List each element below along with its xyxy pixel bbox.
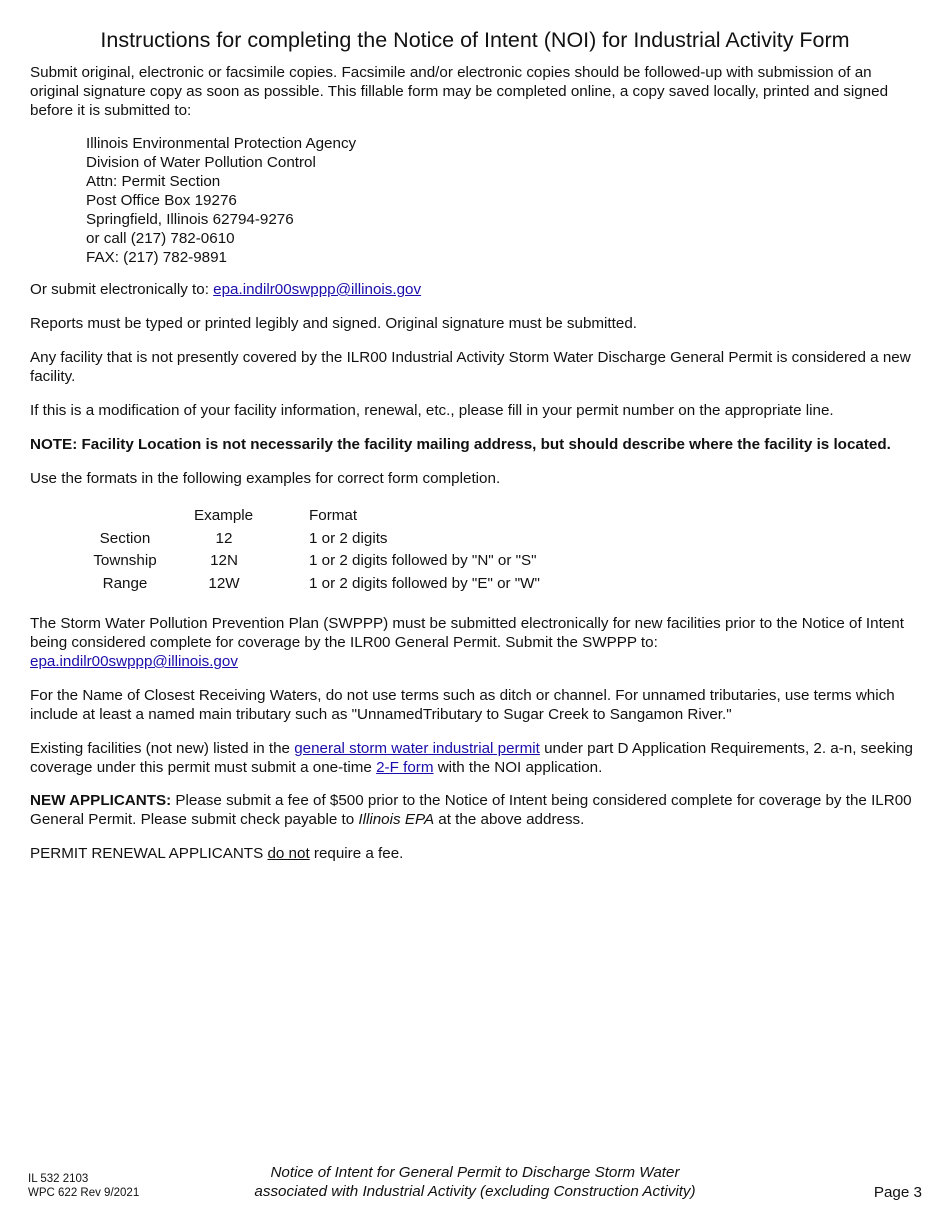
existing-facilities-paragraph [30, 739, 922, 777]
page-title: Instructions for completing the Notice of Intent (NOI) for Industrial Activity Form [100, 28, 850, 52]
formats-intro: Use the formats in the following examples for correct form completion. [30, 470, 501, 487]
swppp-paragraph [30, 614, 922, 671]
electronic-prefix: Or submit electronically to: [30, 281, 214, 298]
new-applicants-suffix: at the above address. [434, 811, 585, 828]
existing-text: under part D Application Requirements, 2. a-n, seeking coverage under this permit must submit a one-time [30, 740, 914, 776]
footer-title-line: associated with Industrial Activity (excluding Construction Activity) [254, 1183, 696, 1200]
table-row-example: 12 [215, 530, 233, 547]
existing-text: Existing facilities (not new) listed in the [30, 740, 295, 757]
swppp-email-link[interactable]: epa.indilr00swppp@illinois.gov [30, 653, 238, 670]
receiving-waters-paragraph: For the Name of Closest Receiving Waters, do not use terms such as ditch or channel. For unnamed tributaries, use terms which include at least a named main tributary such as "UnnamedTributary to Sugar Creek to Sangamon River." [30, 687, 895, 723]
new-applicants-paragraph [30, 791, 922, 829]
note-paragraph: NOTE: Facility Location is not necessarily the facility mailing address, but should describe where the facility is located. [30, 436, 891, 453]
table-row-label: Range [102, 575, 148, 592]
table-row-format: 1 or 2 digits followed by "E" or "W" [309, 575, 540, 592]
payee: Illinois EPA [358, 811, 435, 828]
form-revision: WPC 622 Rev 9/2021 [28, 1187, 140, 1199]
renewal-paragraph [30, 844, 922, 863]
table-row-label: Section [99, 530, 151, 547]
table-row-example: 12W [208, 575, 240, 592]
footer-form-title [200, 1163, 750, 1201]
address-line: or call (217) 782-0610 [86, 230, 235, 247]
electronic-submission [30, 280, 922, 299]
renewal-emphasis: do not [267, 845, 310, 862]
renewal-prefix: PERMIT RENEWAL APPLICANTS [30, 845, 268, 862]
form-number: IL 532 2103 [28, 1173, 89, 1185]
mailing-address [86, 134, 356, 267]
industrial-permit-link[interactable]: general storm water industrial permit [294, 740, 540, 757]
intro-paragraph: Submit original, electronic or facsimile copies. Facsimile and/or electronic copies should be followed-up with submission of an original signature copy as soon as possible. This fillable form may be completed online, a copy saved locally, printed and signed before it is submitted to: [30, 64, 889, 119]
renewal-suffix: require a fee. [309, 845, 404, 862]
reports-paragraph: Reports must be typed or printed legibly and signed. Original signature must be submitted. [30, 315, 637, 332]
address-line: Springfield, Illinois 62794-9276 [86, 211, 294, 228]
address-line: Attn: Permit Section [86, 173, 221, 190]
table-header-example: Example [194, 507, 254, 524]
table-row-format: 1 or 2 digits followed by "N" or "S" [309, 552, 537, 569]
footer-title-line: Notice of Intent for General Permit to Discharge Storm Water [270, 1164, 680, 1181]
modification-paragraph: If this is a modification of your facility information, renewal, etc., please fill in your permit number on the appropriate line. [30, 402, 834, 419]
table-header-format: Format [309, 507, 358, 524]
new-applicants-text: Please submit a fee of $500 prior to the Notice of Intent being considered complete for coverage by the ILR00 General Permit. Please submit check payable to [30, 792, 912, 828]
email-link[interactable]: epa.indilr00swppp@illinois.gov [213, 281, 422, 298]
swppp-text: The Storm Water Pollution Prevention Plan (SWPPP) must be submitted electronically for new facilities prior to the Notice of Intent being considered complete for coverage by the ILR00 General Permit. Submit the SWPPP to: [30, 615, 904, 651]
address-line: FAX: (217) 782-9891 [86, 249, 227, 266]
new-applicants-label: NEW APPLICANTS: [30, 792, 172, 809]
existing-text: with the NOI application. [433, 759, 603, 776]
new-facility-paragraph: Any facility that is not presently covered by the ILR00 Industrial Activity Storm Water Discharge General Permit is considered a new facility. [30, 349, 911, 385]
footer-form-id [28, 1172, 139, 1200]
table-row-format: 1 or 2 digits [309, 530, 388, 547]
page-number: Page 3 [873, 1184, 922, 1201]
address-line: Illinois Environmental Protection Agency [86, 135, 357, 152]
address-line: Post Office Box 19276 [86, 192, 237, 209]
table-row-label: Township [93, 552, 157, 569]
form-2f-link[interactable]: 2-F form [376, 759, 434, 776]
address-line: Division of Water Pollution Control [86, 154, 316, 171]
table-row-example: 12N [210, 552, 238, 569]
